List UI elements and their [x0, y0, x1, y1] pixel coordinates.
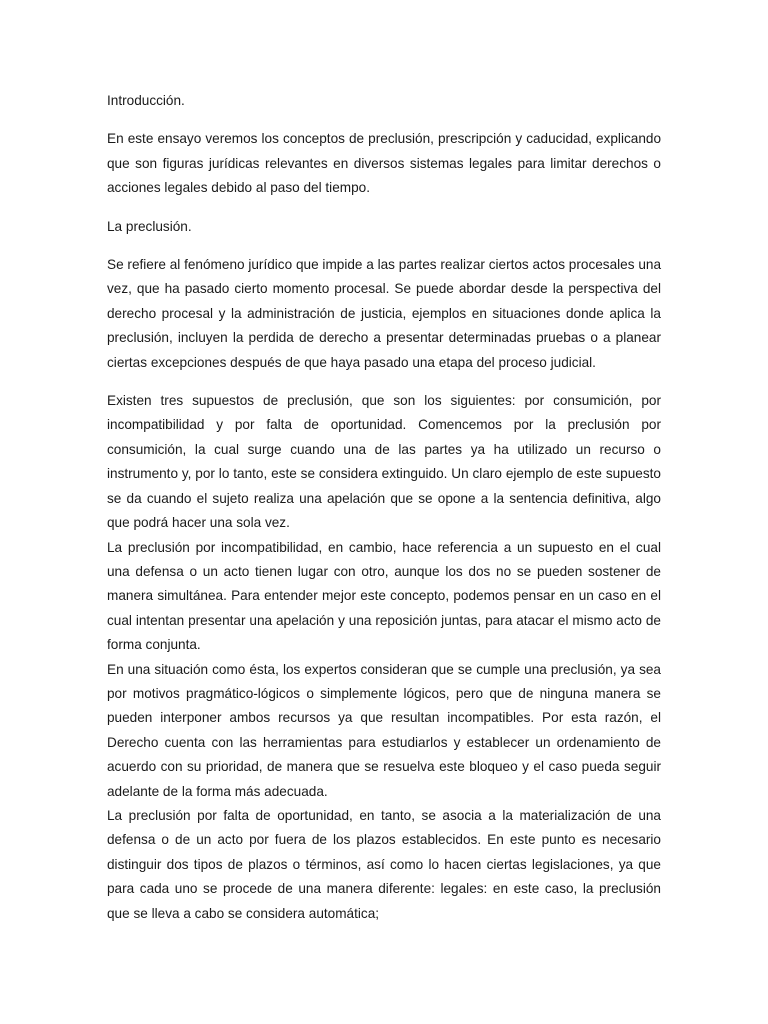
- heading-preclusion: La preclusión.: [107, 218, 192, 234]
- paragraph-supuestos: Existen tres supuestos de preclusión, que son los siguientes: por consumición, por incompatibilidad y por falta de oportunidad. Comencemos por la preclusión por consumición, la cual surge cuando una de las partes ya ha utilizado un recurso o instrumento y, por lo tanto, este se considera extinguido. Un claro ejemplo de este supuesto se da cuando el sujeto realiza una apelación que se opone a la sentencia definitiva, algo que podrá hacer una sola vez.: [107, 393, 661, 531]
- document-body: [107, 89, 661, 926]
- heading-introduccion: Introducción.: [107, 93, 185, 108]
- paragraph-preclusion-definition: Se refiere al fenómeno jurídico que impide a las partes realizar ciertos actos procesales una vez, que ha pasado cierto momento procesal. Se puede abordar desde la perspectiva del derecho procesal y la administración de justicia, ejemplos en situaciones donde aplica la preclusión, incluyen la perdida de derecho a presentar determinadas pruebas o a planear ciertas excepciones después de que haya pasado una etapa del proceso judicial.: [107, 257, 661, 370]
- paragraph-situacion: En una situación como ésta, los expertos consideran que se cumple una preclusión, ya sea por motivos pragmático-lógicos o simplemente lógicos, pero que de ninguna manera se pueden interponer ambos recursos ya que resultan incompatibles. Por esta razón, el Derecho cuenta con las herramientas para estudiarlos y establecer un ordenamiento de acuerdo con su prioridad, de manera que se resuelva este bloqueo y el caso pueda seguir adelante de la forma más adecuada.: [107, 661, 661, 799]
- paragraph-intro: En este ensayo veremos los conceptos de preclusión, prescripción y caducidad, explicando que son figuras jurídicas relevantes en diversos sistemas legales para limitar derechos o acciones legales debido al paso del tiempo.: [107, 131, 661, 196]
- paragraph-oportunidad: La preclusión por falta de oportunidad, en tanto, se asocia a la materialización de una defensa o de un acto por fuera de los plazos establecidos. En este punto es necesario distinguir dos tipos de plazos o términos, así como lo hacen ciertas legislaciones, ya que para cada uno se procede de una manera diferente: legales: en este caso, la preclusión que se lleva a cabo se considera automática;: [107, 807, 661, 921]
- paragraph-incompatibilidad: La preclusión por incompatibilidad, en cambio, hace referencia a un supuesto en el cual una defensa o un acto tienen lugar con otro, aunque los dos no se pueden sostener de manera simultánea. Para entender mejor este concepto, podemos pensar en un caso en el cual intentan presentar una apelación y una reposición juntas, para atacar el mismo acto de forma conjunta.: [107, 539, 661, 653]
